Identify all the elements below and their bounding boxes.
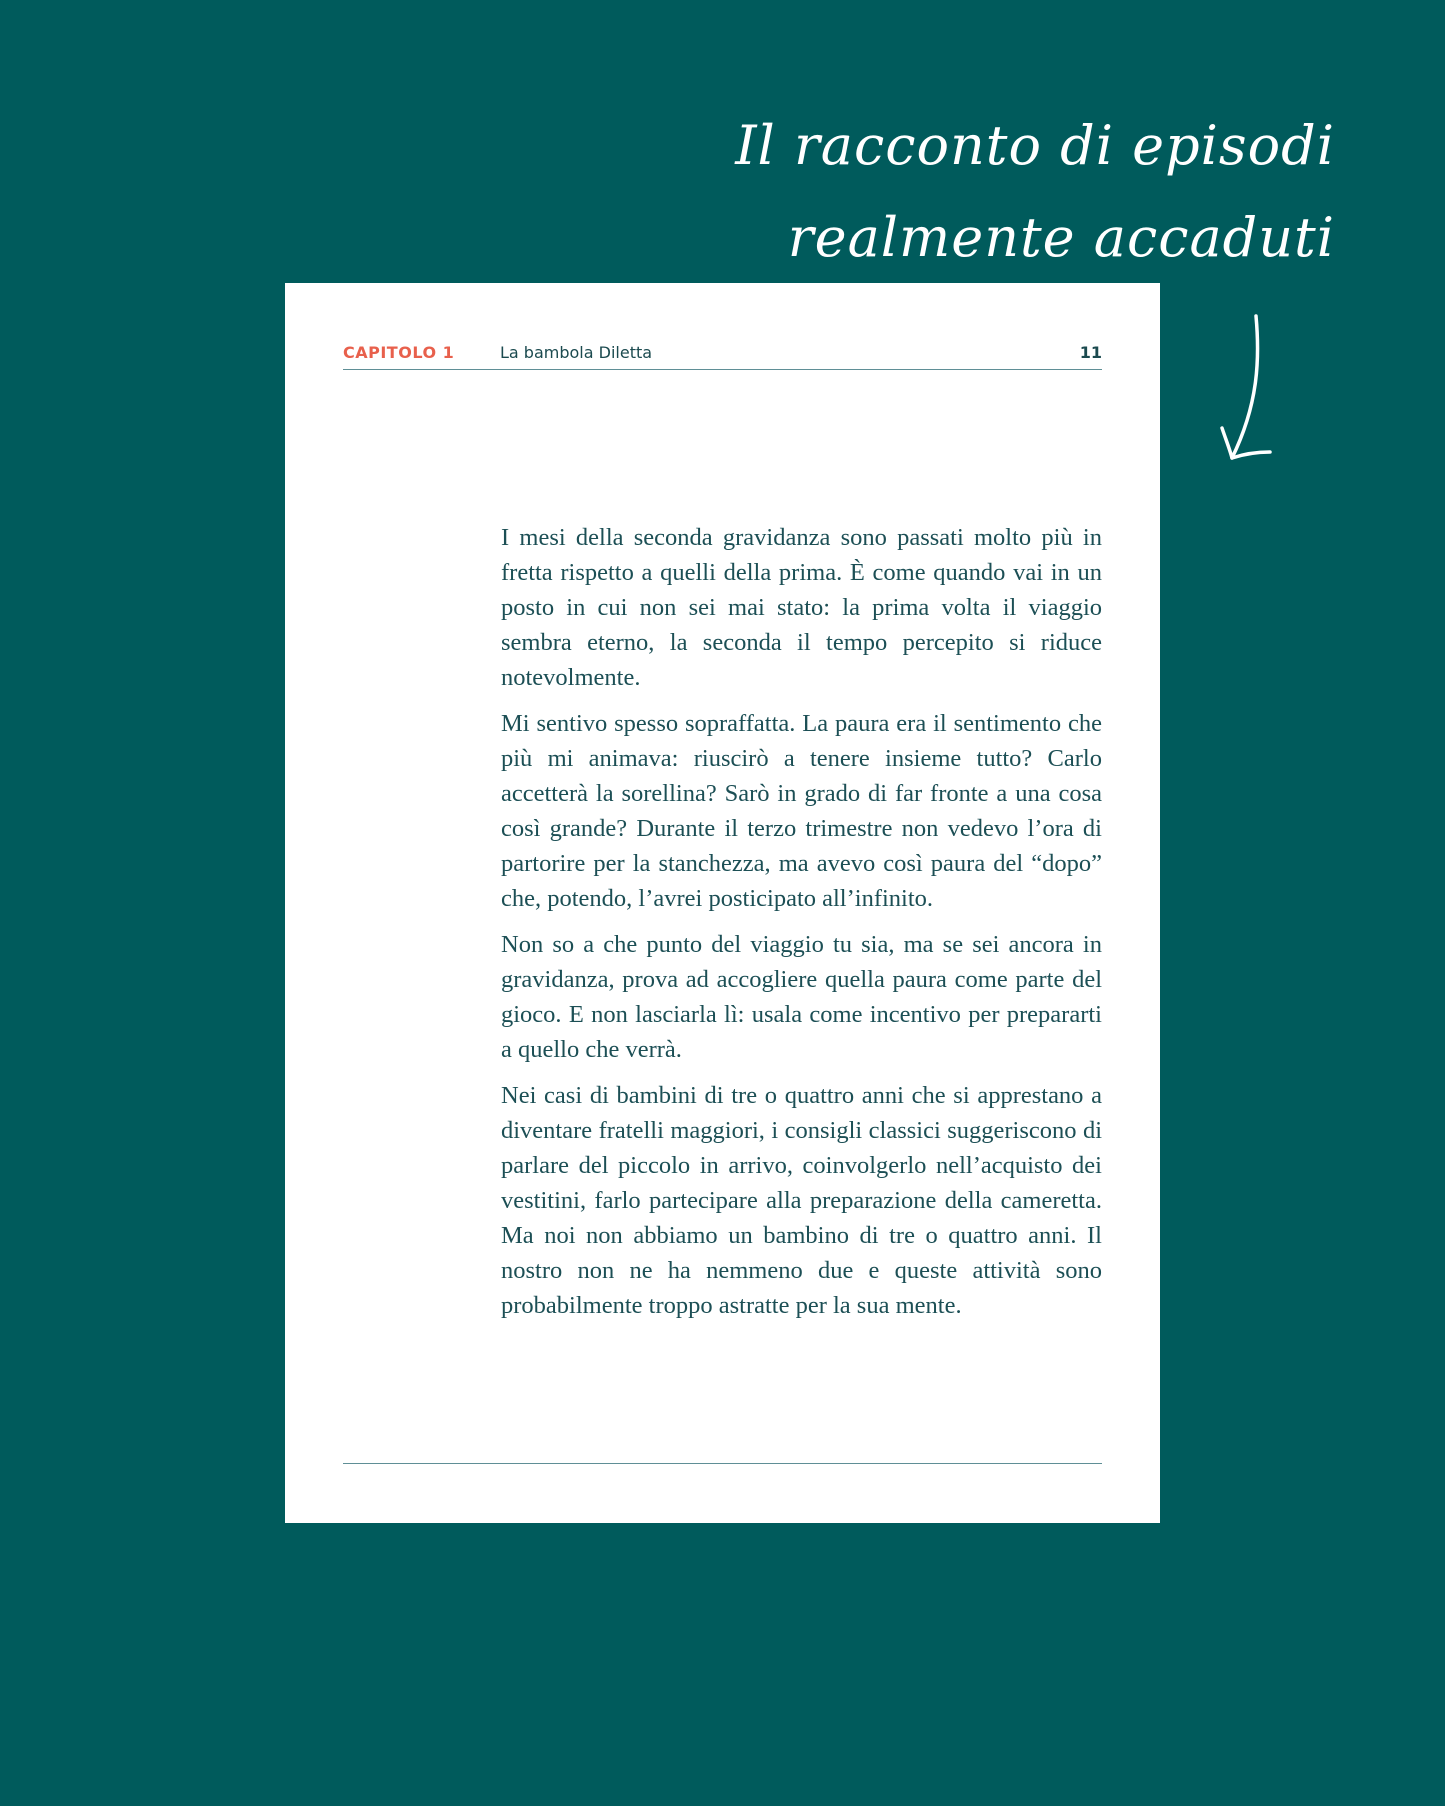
handwritten-annotation [655, 100, 1335, 284]
paragraph: Non so a che punto del viaggio tu sia, ma se sei ancora in gravidanza, prova ad accogliere quella paura come parte del gioco. E non lasciarla lì: usala come incentivo per prepararti a quello che verrà. [501, 931, 1102, 1063]
chapter-title: La bambola Diletta [500, 343, 653, 362]
body-text [501, 520, 1102, 1334]
arrow-down-icon [1220, 310, 1280, 470]
book-page [285, 283, 1160, 1523]
paragraph: Mi sentivo spesso sopraffatta. La paura era il sentimento che più mi animava: riuscirò a tenere insieme tutto? Carlo accetterà la sorellina? Sarò in grado di far fronte a una cosa così grande? Durante il terzo trimestre non vedevo l’ora di partorire per la stanchezza, ma avevo così paura del “dopo” che, potendo, l’avrei posticipato all’infinito. [501, 710, 1102, 912]
paragraph: Nei casi di bambini di tre o quattro anni che si apprestano a diventare fratelli maggiori, i consigli classici suggeriscono di parlare del piccolo in arrivo, coinvolgerlo nell’acquisto dei vestitini, farlo partecipare alla preparazione della cameretta. Ma noi non abbiamo un bambino di tre o quattro anni. Il nostro non ne ha nemmeno due e queste attività sono probabilmente troppo astratte per la sua mente. [501, 1082, 1102, 1319]
page-number: 11 [1079, 343, 1102, 362]
annotation-line-1: Il racconto di episodi [735, 114, 1335, 177]
annotation-line-2: realmente accaduti [787, 206, 1335, 269]
paragraph: I mesi della seconda gravidanza sono passati molto più in fretta rispetto a quelli della prima. È come quando vai in un posto in cui non sei mai stato: la prima volta il viaggio sembra eterno, la seconda il tempo percepito si riduce notevolmente. [501, 524, 1102, 691]
footer-rule [343, 1463, 1102, 1464]
running-header [343, 341, 1102, 370]
chapter-label: CAPITOLO 1 [343, 343, 455, 362]
